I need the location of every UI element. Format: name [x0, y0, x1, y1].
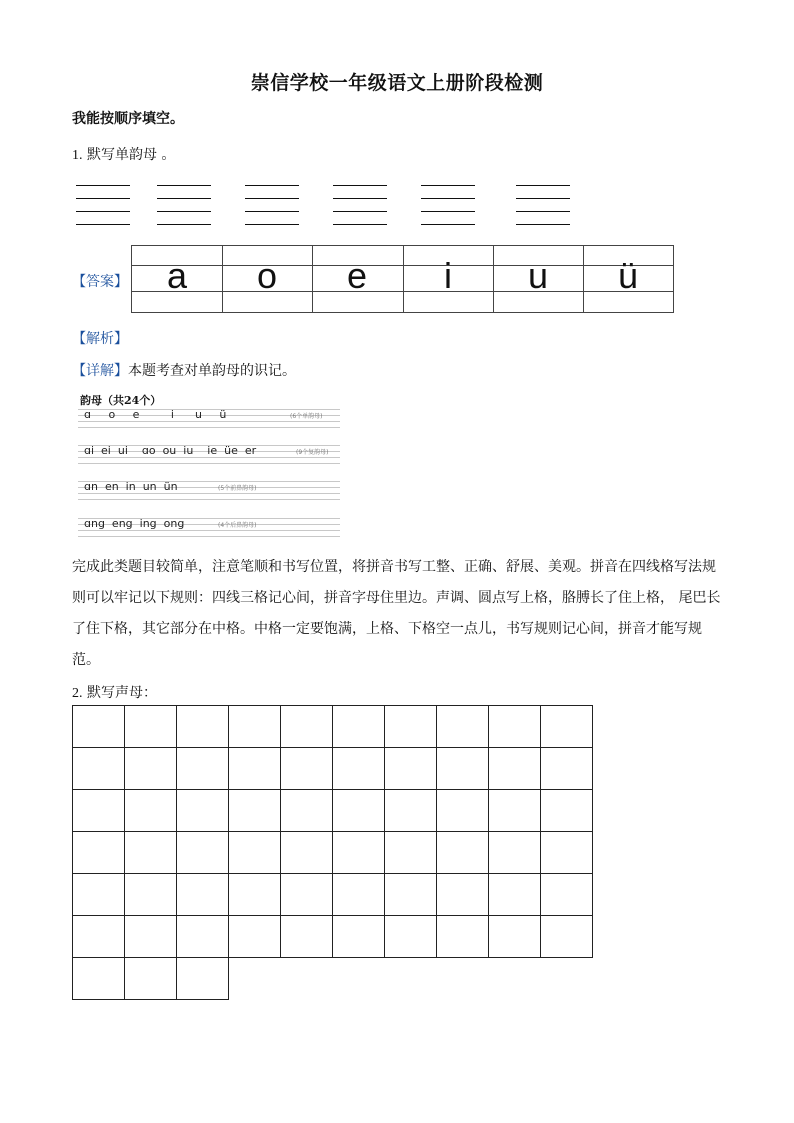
answer-letter: o [256, 255, 278, 296]
detail-text: 本题考查对单韵母的识记。 [128, 363, 296, 379]
writing-cell[interactable] [280, 831, 333, 874]
writing-cell[interactable] [228, 705, 281, 748]
finals-row-note: (4个后鼻韵母) [218, 522, 257, 529]
writing-cell[interactable] [540, 915, 593, 958]
finals-row [78, 477, 340, 497]
writing-cell[interactable] [280, 705, 333, 748]
question-text: 默写声母： [86, 685, 157, 701]
writing-cell[interactable] [488, 915, 541, 958]
writing-grid-3[interactable] [245, 185, 299, 225]
writing-cell[interactable] [332, 789, 385, 832]
writing-cell[interactable] [488, 705, 541, 748]
writing-cell[interactable] [124, 873, 177, 916]
writing-cell[interactable] [540, 705, 593, 748]
writing-cell[interactable] [176, 789, 229, 832]
page-title: 崇信学校一年级语文上册阶段检测 [250, 72, 544, 94]
writing-cell[interactable] [540, 831, 593, 874]
question-2 [72, 682, 157, 702]
finals-row-text: ɑng eng ing ong [84, 517, 185, 530]
writing-cell[interactable] [280, 915, 333, 958]
writing-cell[interactable] [436, 873, 489, 916]
writing-cell[interactable] [280, 873, 333, 916]
writing-cell[interactable] [176, 831, 229, 874]
writing-cell[interactable] [488, 831, 541, 874]
writing-cell[interactable] [384, 831, 437, 874]
writing-cell[interactable] [124, 789, 177, 832]
writing-cell[interactable] [72, 915, 125, 958]
writing-cell[interactable] [176, 873, 229, 916]
detail-label: 【详解】 [72, 363, 128, 379]
writing-cell[interactable] [228, 873, 281, 916]
analysis-label: 【解析】 [72, 331, 128, 347]
writing-cell[interactable] [384, 705, 437, 748]
writing-cell[interactable] [488, 747, 541, 790]
answer-letter: e [346, 255, 368, 296]
writing-cell[interactable] [384, 789, 437, 832]
answer-letter: a [166, 255, 188, 296]
finals-row-note: (6个单韵母) [290, 413, 323, 420]
finals-row-note: (9个复韵母) [296, 449, 329, 456]
answer-label: 【答案】 [72, 274, 128, 290]
writing-cell[interactable] [436, 747, 489, 790]
answer-letter: ü [617, 255, 639, 296]
finals-row-text: ɑ o e i u ü [84, 408, 227, 421]
writing-cell[interactable] [332, 747, 385, 790]
writing-grid-5[interactable] [421, 185, 475, 225]
detail-line [72, 360, 296, 380]
writing-cell[interactable] [332, 831, 385, 874]
finals-row [78, 405, 340, 425]
writing-cell[interactable] [228, 747, 281, 790]
writing-cell[interactable] [540, 873, 593, 916]
section-heading: 我能按顺序填空。 [72, 111, 184, 127]
writing-cell[interactable] [332, 705, 385, 748]
writing-cell[interactable] [72, 705, 125, 748]
finals-row-text: ɑn en in un ün [84, 480, 178, 493]
finals-chart-title: 韵母（共24个） [80, 394, 162, 407]
writing-cell[interactable] [124, 831, 177, 874]
writing-cell[interactable] [436, 831, 489, 874]
writing-cell[interactable] [72, 789, 125, 832]
writing-cell[interactable] [124, 705, 177, 748]
answer-grid [131, 245, 674, 313]
writing-cell[interactable] [332, 873, 385, 916]
writing-cell[interactable] [488, 873, 541, 916]
question-1 [72, 144, 175, 164]
writing-grid-2[interactable] [157, 185, 211, 225]
finals-row [78, 441, 340, 461]
writing-cell[interactable] [436, 789, 489, 832]
writing-cell[interactable] [124, 915, 177, 958]
finals-row [78, 514, 340, 534]
writing-cell[interactable] [488, 789, 541, 832]
writing-cell[interactable] [72, 873, 125, 916]
writing-grid-6[interactable] [516, 185, 570, 225]
writing-cell[interactable] [280, 789, 333, 832]
question-number: 2. [72, 686, 83, 701]
writing-cell[interactable] [124, 747, 177, 790]
writing-grid-4[interactable] [333, 185, 387, 225]
writing-cell[interactable] [72, 747, 125, 790]
writing-cell[interactable] [540, 789, 593, 832]
writing-cell[interactable] [228, 789, 281, 832]
writing-cell[interactable] [72, 831, 125, 874]
writing-cell[interactable] [384, 915, 437, 958]
writing-cell[interactable] [436, 705, 489, 748]
answer-letter: u [527, 255, 549, 296]
writing-cell[interactable] [280, 747, 333, 790]
finals-row-text: ɑi ei ui ɑo ou iu ie üe er [84, 444, 257, 457]
question-number: 1. [72, 148, 83, 163]
analysis-paragraph: 完成此类题目较简单，注意笔顺和书写位置，将拼音书写工整、正确、舒展、美观。拼音在四线格写法规则可以牢记以下规则：四线三格记心间，拼音字母住里边。声调、圆点写上格，胳膊长了住上格， 尾巴长了住下格，其它部分在中格。中格一定要饱满，上格、下格空一点儿，书写规则记心间，拼音才能写规范。 [72, 559, 721, 668]
writing-cell[interactable] [124, 957, 177, 1000]
writing-cell[interactable] [176, 915, 229, 958]
writing-cell[interactable] [384, 873, 437, 916]
writing-cell[interactable] [540, 747, 593, 790]
question-text: 默写单韵母 。 [86, 147, 176, 163]
writing-cell[interactable] [436, 915, 489, 958]
finals-row-note: (5个前鼻韵母) [218, 485, 257, 492]
writing-cell[interactable] [228, 915, 281, 958]
writing-cell[interactable] [384, 747, 437, 790]
writing-cell[interactable] [176, 705, 229, 748]
writing-cell[interactable] [228, 831, 281, 874]
writing-cell[interactable] [332, 915, 385, 958]
writing-cell[interactable] [176, 957, 229, 1000]
writing-cell[interactable] [72, 957, 125, 1000]
writing-cell[interactable] [176, 747, 229, 790]
answer-letter: i [444, 255, 452, 296]
writing-grid-1[interactable] [76, 185, 130, 225]
